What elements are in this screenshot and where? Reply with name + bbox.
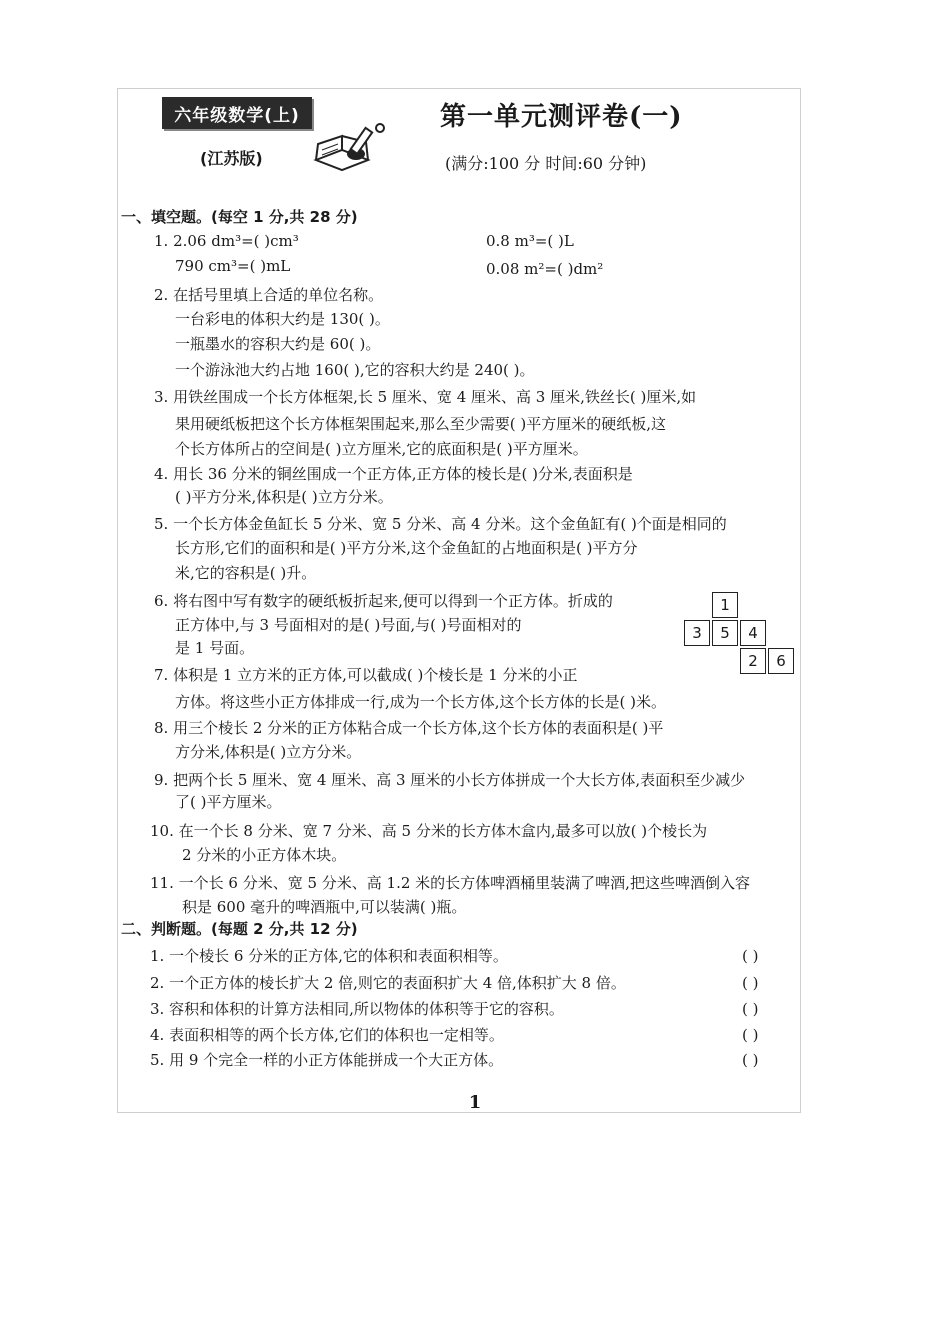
page-title: 第一单元测评卷(一) (440, 102, 683, 132)
grade-badge: 六年级数学(上) (162, 97, 312, 129)
question-line: 方体。将这些小正方体排成一行,成为一个长方体,这个长方体的长是( )米。 (175, 693, 667, 711)
page-subtitle: (满分:100 分 时间:60 分钟) (445, 154, 647, 173)
question-line: 个长方体所占的空间是( )立方厘米,它的底面积是( )平方厘米。 (175, 440, 588, 458)
answer-paren: ( ) (742, 974, 759, 992)
question-line: 2. 在括号里填上合适的单位名称。 (154, 286, 384, 304)
question-line: 2 分米的小正方体木块。 (182, 846, 347, 864)
net-cell: 4 (740, 620, 766, 646)
book-pencil-icon (312, 120, 392, 176)
question-line: 1. 2.06 dm³=( )cm³ (154, 232, 299, 250)
question-line: 一瓶墨水的容积大约是 60( )。 (175, 335, 381, 353)
question-line: 长方形,它们的面积和是( )平方分米,这个金鱼缸的占地面积是( )平方分 (175, 539, 638, 557)
answer-paren: ( ) (742, 947, 759, 965)
question-line: 4. 用长 36 分米的铜丝围成一个正方体,正方体的棱长是( )分米,表面积是 (154, 465, 633, 483)
question-line: 正方体中,与 3 号面相对的是( )号面,与( )号面相对的 (175, 616, 522, 634)
answer-paren: ( ) (742, 1000, 759, 1018)
net-cell: 3 (684, 620, 710, 646)
question-line: 积是 600 毫升的啤酒瓶中,可以装满( )瓶。 (182, 898, 467, 916)
question-line: 是 1 号面。 (175, 639, 255, 657)
judge-item: 4. 表面积相等的两个长方体,它们的体积也一定相等。 (150, 1026, 504, 1044)
net-cell: 5 (712, 620, 738, 646)
judge-item: 2. 一个正方体的棱长扩大 2 倍,则它的表面积扩大 4 倍,体积扩大 8 倍。 (150, 974, 626, 992)
question-line: 方分米,体积是( )立方分米。 (175, 743, 362, 761)
section-heading-fill-blank: 一、填空题。(每空 1 分,共 28 分) (121, 208, 358, 226)
question-line: 5. 一个长方体金鱼缸长 5 分米、宽 5 分米、高 4 分米。这个金鱼缸有( )个面是相同的 (154, 515, 727, 533)
judge-item: 5. 用 9 个完全一样的小正方体能拼成一个大正方体。 (150, 1051, 504, 1069)
question-line: 8. 用三个棱长 2 分米的正方体粘合成一个长方体,这个长方体的表面积是( )平 (154, 719, 664, 737)
net-cell: 1 (712, 592, 738, 618)
question-line: 了( )平方厘米。 (175, 793, 282, 811)
judge-item: 3. 容积和体积的计算方法相同,所以物体的体积等于它的容积。 (150, 1000, 564, 1018)
question-line: 一个游泳池大约占地 160( ),它的容积大约是 240( )。 (175, 361, 535, 379)
net-cell: 2 (740, 648, 766, 674)
answer-paren: ( ) (742, 1026, 759, 1044)
question-line: 3. 用铁丝围成一个长方体框架,长 5 厘米、宽 4 厘米、高 3 厘米,铁丝长( )厘米,如 (154, 388, 697, 406)
question-line: 11. 一个长 6 分米、宽 5 分米、高 1.2 米的长方体啤酒桶里装满了啤酒,把这些啤酒倒入容 (150, 874, 750, 892)
section-heading-true-false: 二、判断题。(每题 2 分,共 12 分) (121, 920, 358, 938)
question-line: ( )平方分米,体积是( )立方分米。 (175, 488, 393, 506)
question-line: 果用硬纸板把这个长方体框架围起来,那么至少需要( )平方厘米的硬纸板,这 (175, 415, 667, 433)
edition-label: (江苏版) (200, 149, 263, 168)
page-number: 1 (468, 1092, 482, 1113)
question-line: 0.08 m²=( )dm² (486, 260, 604, 278)
question-line: 0.8 m³=( )L (486, 232, 574, 250)
question-line: 790 cm³=( )mL (175, 257, 291, 275)
question-line: 6. 将右图中写有数字的硬纸板折起来,便可以得到一个正方体。折成的 (154, 592, 613, 610)
answer-paren: ( ) (742, 1051, 759, 1069)
cube-net-diagram (684, 592, 796, 678)
question-line: 9. 把两个长 5 厘米、宽 4 厘米、高 3 厘米的小长方体拼成一个大长方体,表面积至少减少 (154, 771, 746, 789)
question-line: 10. 在一个长 8 分米、宽 7 分米、高 5 分米的长方体木盒内,最多可以放( )个棱长为 (150, 822, 708, 840)
question-line: 7. 体积是 1 立方米的正方体,可以截成( )个棱长是 1 分米的小正 (154, 666, 578, 684)
judge-item: 1. 一个棱长 6 分米的正方体,它的体积和表面积相等。 (150, 947, 508, 965)
question-line: 一台彩电的体积大约是 130( )。 (175, 310, 390, 328)
net-cell: 6 (768, 648, 794, 674)
question-line: 米,它的容积是( )升。 (175, 564, 317, 582)
